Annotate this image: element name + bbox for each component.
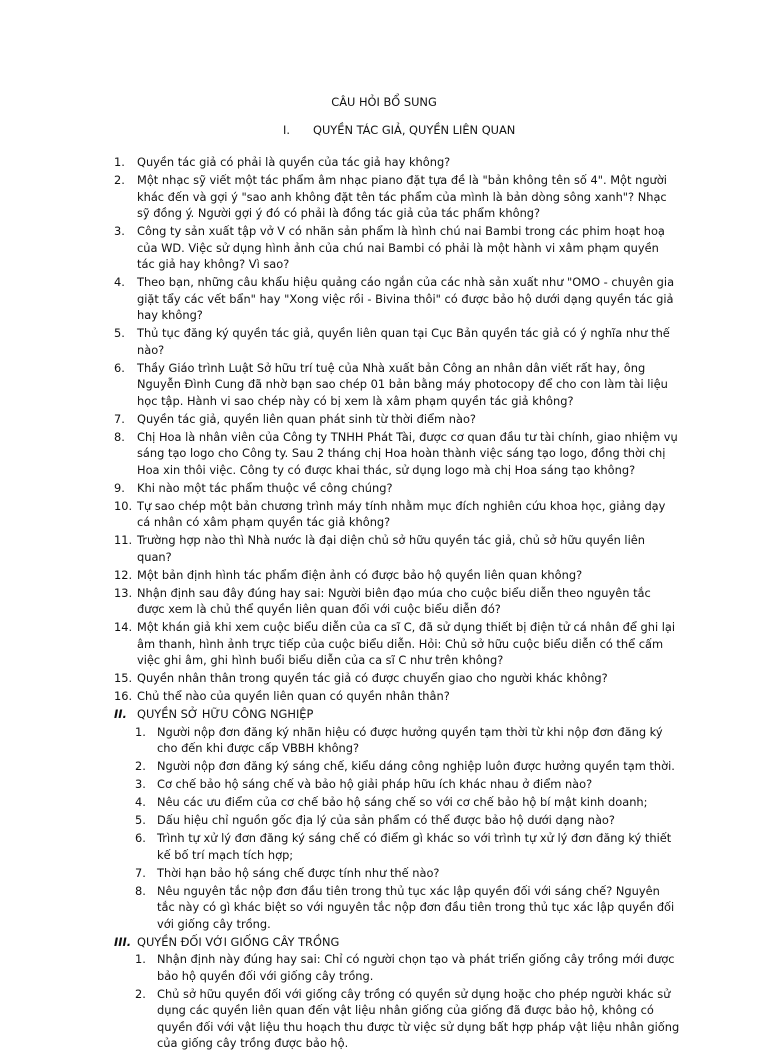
list-item-text: Quyền tác giả, quyền liên quan phát sinh từ thời điểm nào?: [137, 411, 476, 426]
list-item-number: 8.: [135, 883, 146, 898]
list-item-text: Công ty sản xuất tập vở V có nhãn sản phẩm là hình chú nai Bambi trong các phim hoạt hoạ của WD. Việc sử dụng hình ảnh của chú nai Bambi có phải là một hành vi xâm phạm quyền tác giả hay không? Vì sao?: [137, 224, 665, 271]
list-item-number: 2.: [135, 986, 146, 1001]
section-2-title: QUYỀN SỞ HỮU CÔNG NGHIỆP: [137, 707, 314, 721]
list-item-text: Khi nào một tác phẩm thuộc về công chúng?: [137, 480, 393, 495]
list-item-text: Dấu hiệu chỉ nguồn gốc địa lý của sản phẩm có thể được bảo hộ dưới dạng nào?: [157, 813, 615, 827]
list-item-number: 2.: [135, 759, 146, 773]
section-3-heading: [0, 934, 768, 951]
section-1-heading: [283, 122, 515, 138]
list-item: [0, 830, 768, 863]
list-item: [0, 619, 768, 669]
list-item-number: 1.: [135, 952, 146, 966]
list-item: [0, 154, 768, 171]
list-item: [0, 776, 768, 793]
list-item-text: Trình tự xử lý đơn đăng ký sáng chế có điểm gì khác so với trình tự xử lý đơn đăng ký thiết kế bố trí mạch tích hợp;: [157, 831, 672, 862]
list-item-text: Nêu nguyên tắc nộp đơn đầu tiên trong thủ tục xác lập quyền đối với sáng chế? Nguyên tắc này có gì khác biệt so với nguyên tắc nộp đơn đầu tiên trong thủ tục xác lập quyền đối với giống cây trồng.: [157, 883, 675, 931]
list-item: [0, 812, 768, 829]
list-item: [0, 360, 768, 410]
list-item-text: Thầy Giáo trình Luật Sở hữu trí tuệ của Nhà xuất bản Công an nhân dân viết rất hay, ông Nguyễn Đình Cung đã nhờ bạn sao chép 01 bản bằng máy photocopy để cho con làm tài liệu học tập. Hành vi sao chép này có bị xem là xâm phạm quyền tác giả không?: [137, 360, 668, 408]
list-item-number: 6.: [135, 831, 146, 845]
list-item-text: Thủ tục đăng ký quyền tác giả, quyền liên quan tại Cục Bản quyền tác giả có ý nghĩa như thế nào?: [137, 326, 670, 357]
list-item-text: Nêu các ưu điểm của cơ chế bảo hộ sáng chế so với cơ chế bảo hộ bí mật kinh doanh;: [157, 795, 648, 809]
list-item: [0, 670, 768, 687]
list-item-text: Người nộp đơn đăng ký nhãn hiệu có được hưởng quyền tạm thời từ khi nộp đơn đăng ký cho đến khi được cấp VBBH không?: [157, 724, 663, 755]
list-item-number: 2.: [114, 173, 125, 187]
list-item: [0, 429, 768, 479]
list-item-number: 16.: [114, 689, 133, 703]
section-3-numeral: III.: [114, 934, 132, 949]
list-item-text: Một nhạc sỹ viết một tác phẩm âm nhạc piano đặt tựa đề là "bản không tên số 4". Một người khác đến và gợi ý "sao anh không đặt tên tác phẩm của mình là bản dòng sông xanh"? Nhạc sỹ đồng ý. Người gợi ý đó có phải là đồng tác giả của tác phẩm không?: [137, 173, 667, 220]
list-item: [0, 865, 768, 882]
list-item: [0, 567, 768, 584]
list-item-number: 15.: [114, 671, 133, 685]
list-item: [0, 325, 768, 358]
list-item-number: 4.: [114, 275, 125, 289]
list-item: [0, 532, 768, 565]
list-item-number: 8.: [114, 429, 125, 444]
document-title: CÂU HỎI BỔ SUNG: [331, 95, 437, 109]
section-2-heading: [0, 706, 768, 723]
list-item: [0, 223, 768, 273]
list-item-number: 3.: [114, 224, 125, 238]
list-item-number: 3.: [135, 777, 146, 791]
list-item-number: 7.: [135, 865, 146, 880]
section-3-title: QUYỀN ĐỐI VỚI GIỐNG CÂY TRỒNG: [137, 934, 340, 949]
list-item-text: Chủ sở hữu quyền đối với giống cây trồng có quyền sử dụng hoặc cho phép người khác sử dụng các quyền liên quan đến vật liệu nhân giống của giống đã được bảo hộ, không có quyền đối với vật liệu thu hoạch thu được từ việc sử dụng bất hợp pháp vật liệu nhân giống của giống cây trồng được bảo hộ.: [157, 986, 680, 1050]
list-item: [0, 794, 768, 811]
section-1-list: [0, 154, 768, 705]
list-item: [0, 480, 768, 497]
list-item: [0, 951, 768, 984]
list-item-text: Quyền nhân thân trong quyền tác giả có được chuyển giao cho người khác không?: [137, 671, 608, 685]
list-item-text: Người nộp đơn đăng ký sáng chế, kiểu dáng công nghiệp luôn được hưởng quyền tạm thời.: [157, 759, 675, 773]
list-item-text: Trường hợp nào thì Nhà nước là đại diện chủ sở hữu quyền tác giả, chủ sở hữu quyền liên quan?: [137, 533, 645, 564]
section-1-title: QUYỀN TÁC GIẢ, QUYỀN LIÊN QUAN: [313, 123, 516, 137]
list-item-text: Tự sao chép một bản chương trình máy tính nhằm mục đích nghiên cứu khoa học, giảng dạy cá nhân có xâm phạm quyền tác giả không?: [137, 498, 666, 529]
list-item-text: Một khán giả khi xem cuộc biểu diễn của ca sĩ C, đã sử dụng thiết bị điện tử cá nhân để ghi lại âm thanh, hình ảnh trực tiếp của cuộc biểu diễn. Hỏi: Chủ sở hữu cuộc biểu diễn có thể cấm việc ghi âm, ghi hình buổi biểu diễn của ca sĩ C như trên không?: [137, 620, 676, 667]
list-item: [0, 688, 768, 705]
section-3-list: [0, 951, 768, 1052]
section-1-numeral: I.: [283, 123, 290, 137]
list-item-number: 5.: [114, 326, 125, 340]
list-item-number: 12.: [114, 567, 133, 582]
list-item-number: 5.: [135, 813, 146, 827]
list-item-number: 13.: [114, 585, 133, 600]
list-item-number: 7.: [114, 411, 125, 426]
list-item: [0, 724, 768, 757]
section-2-list: [0, 724, 768, 933]
list-item: [0, 498, 768, 531]
list-item-number: 9.: [114, 480, 125, 495]
list-item: [0, 411, 768, 428]
list-item-text: Nhận định sau đây đúng hay sai: Người biên đạo múa cho cuộc biểu diễn theo nguyên tắc được xem là chủ thể quyền liên quan đối với cuộc biểu diễn đó?: [137, 585, 651, 616]
list-item: [0, 883, 768, 933]
list-item-text: Nhận định này đúng hay sai: Chỉ có người chọn tạo và phát triển giống cây trồng mới được bảo hộ quyền đối với giống cây trồng.: [157, 952, 675, 983]
list-item-text: Thời hạn bảo hộ sáng chế được tính như thế nào?: [157, 865, 440, 880]
list-item: [0, 172, 768, 222]
list-item-text: Quyền tác giả có phải là quyền của tác giả hay không?: [137, 155, 451, 169]
list-item: [0, 274, 768, 324]
list-item-text: Một bản định hình tác phẩm điện ảnh có được bảo hộ quyền liên quan không?: [137, 567, 583, 582]
list-item-number: 4.: [135, 795, 146, 809]
list-item-text: Chị Hoa là nhân viên của Công ty TNHH Phát Tài, được cơ quan đầu tư tài chính, giao nhiệm vụ sáng tạo logo cho Công ty. Sau 2 tháng chị Hoa hoàn thành việc sáng tạo logo, đồng thời chị Hoa xin thôi việc. Công ty có được khai thác, sử dụng logo mà chị Hoa sáng tạo không?: [137, 429, 678, 477]
list-item: [0, 585, 768, 618]
section-2-numeral: II.: [114, 707, 127, 721]
list-item-number: 1.: [114, 155, 125, 169]
list-item-number: 6.: [114, 360, 125, 375]
list-item-text: Chủ thể nào của quyền liên quan có quyền nhân thân?: [137, 689, 450, 703]
list-item-number: 11.: [114, 533, 133, 547]
list-item-text: Theo bạn, những câu khẩu hiệu quảng cáo ngắn của các nhà sản xuất như "OMO - chuyên gia giặt tẩy các vết bẩn" hay "Xong việc rồi - Bivina thôi" có được bảo hộ dưới dạng quyền tác giả hay không?: [137, 275, 675, 322]
list-item: [0, 986, 768, 1052]
document-body: [0, 154, 768, 1053]
list-item-number: 14.: [114, 620, 133, 634]
list-item-number: 1.: [135, 724, 146, 739]
list-item-text: Cơ chế bảo hộ sáng chế và bảo hộ giải pháp hữu ích khác nhau ở điểm nào?: [157, 777, 593, 791]
list-item-number: 10.: [114, 498, 133, 513]
list-item: [0, 758, 768, 775]
